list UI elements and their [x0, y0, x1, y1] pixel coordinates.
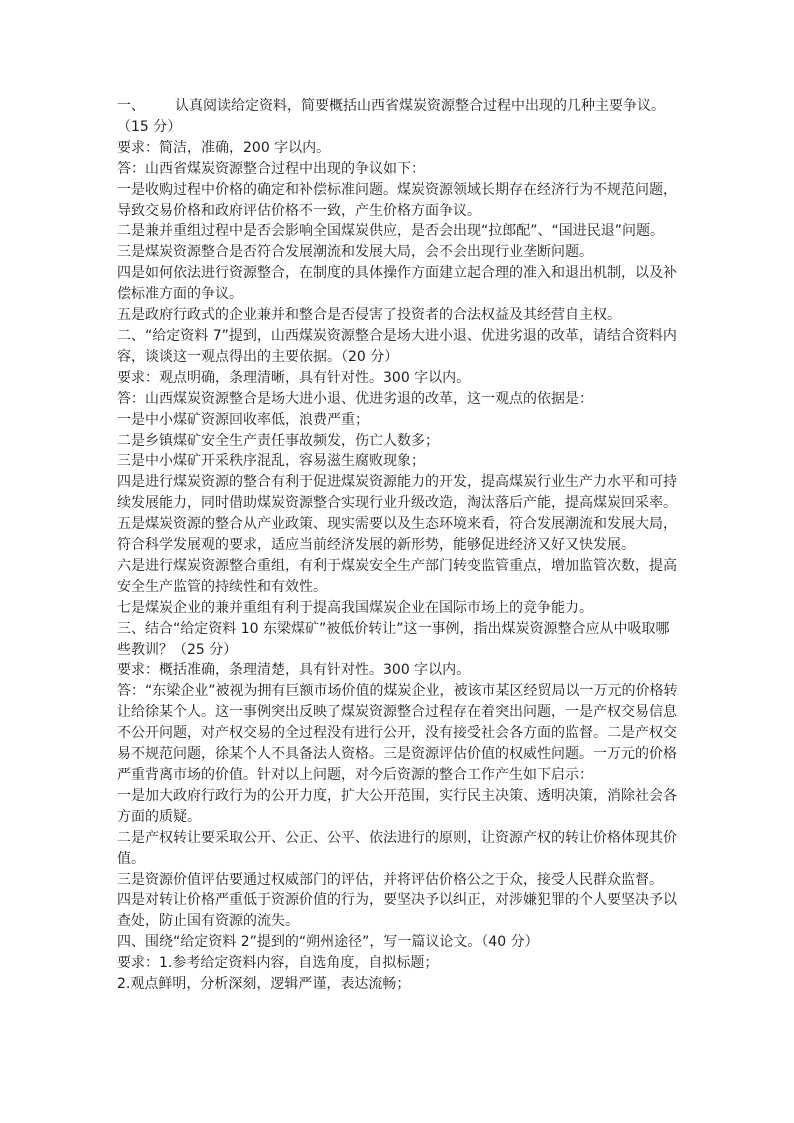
question-1-requirement: 要求：简洁，准确，200 字以内。	[117, 139, 331, 156]
question-2-point: 五是煤炭资源的整合从产业政策、现实需要以及生态环境来看，符合发展潮流和发展大局，符合科学发展观的要求，适应当前经济发展的新形势，能够促进经济又好又快发展。	[117, 516, 677, 554]
question-2-point: 三是中小煤矿开采秩序混乱，容易滋生腐败现象；	[117, 453, 425, 470]
question-2-answer-intro: 答：山西煤炭资源整合是场大进小退、优进劣退的改革，这一观点的依据是：	[117, 390, 593, 407]
question-4-heading: 四、围绕“给定资料 2”提到的“朔州途径”，写一篇议论文。（40 分）	[117, 934, 539, 951]
question-3-heading: 三、结合“给定资料 10 东梁煤矿”被低价转让”这一事例，指出煤炭资源整合应从中吸取哪些教训？（25 分）	[117, 620, 670, 658]
question-2-point: 七是煤炭企业的兼并重组有利于提高我国煤炭企业在国际市场上的竞争能力。	[117, 599, 593, 616]
question-1-point: 二是兼并重组过程中是否会影响全国煤炭供应，是否会出现“拉郎配”、“国进民退”问题。	[117, 223, 665, 240]
question-4-requirement: 要求：1.参考给定资料内容，自选角度，自拟标题；	[117, 955, 439, 972]
question-4	[117, 932, 681, 995]
question-2-heading: 二、“给定资料 7”提到，山西煤炭资源整合是场大进小退、优进劣退的改革，请结合资料内容，谈谈这一观点得出的主要依据。（20 分）	[117, 327, 677, 365]
question-2-requirement: 要求：观点明确，条理清晰，具有针对性。300 字以内。	[117, 369, 471, 386]
question-2-point: 二是乡镇煤矿安全生产责任事故频发，伤亡人数多；	[117, 432, 439, 449]
question-1-prompt: 认真阅读给定资料，简要概括山西省煤炭资源整合过程中出现的几种主要争议。	[175, 98, 665, 114]
question-3-lesson: 二是产权转让要采取公开、公正、公平、依法进行的原则，让资源产权的转让价格体现其价值。	[117, 829, 677, 867]
question-3-lesson: 一是加大政府行政行为的公开力度，扩大公开范围，实行民主决策、透明决策，消除社会各方面的质疑。	[117, 787, 677, 825]
question-1-point: 一是收购过程中价格的确定和补偿标准问题。煤炭资源领域长期存在经济行为不规范问题，导致交易价格和政府评估价格不一致，产生价格方面争议。	[117, 181, 677, 219]
question-1-point: 四是如何依法进行资源整合，在制度的具体操作方面建立起合理的准入和退出机制，以及补偿标准方面的争议。	[117, 265, 677, 303]
question-2-point: 六是进行煤炭资源整合重组，有利于煤炭安全生产部门转变监管重点，增加监管次数，提高安全生产监管的持续性和有效性。	[117, 557, 677, 595]
question-3-lesson: 三是资源价值评估要通过权威部门的评估，并将评估价格公之于众，接受人民群众监督。	[117, 871, 663, 888]
question-2-point: 一是中小煤矿资源回收率低，浪费严重；	[117, 411, 369, 428]
question-1-number: 一、	[117, 98, 145, 114]
document-body	[117, 96, 681, 995]
question-1-point: 五是政府行政式的企业兼并和整合是否侵害了投资者的合法权益及其经营自主权。	[117, 307, 621, 324]
question-3-lesson: 四是对转让价格严重低于资源价值的行为，要坚决予以纠正，对涉嫌犯罪的个人要坚决予以查处，防止国有资源的流失。	[117, 892, 677, 930]
question-4-requirement: 2.观点鲜明，分析深刻，逻辑严谨，表达流畅；	[117, 976, 411, 993]
question-3-answer: 答：“东梁企业”被视为拥有巨额市场价值的煤炭企业，被该市某区经贸局以一万元的价格转让给徐某个人。这一事例突出反映了煤炭资源整合过程存在着突出问题，一是产权交易信息不公开问题，对产权交易的全过程没有进行公开，没有接受社会各方面的监督。二是产权交易不规范问题，徐某个人不具备法人资格。三是资源评估价值的权威性问题。一万元的价格严重背离市场的价值。针对以上问题，对今后资源的整合工作产生如下启示：	[117, 683, 678, 783]
question-2	[117, 326, 681, 619]
question-1	[117, 96, 681, 326]
question-3-requirement: 要求：概括准确，条理清楚，具有针对性。300 字以内。	[117, 662, 471, 679]
question-1-heading	[117, 96, 681, 138]
question-3	[117, 619, 681, 933]
question-1-answer-intro: 答：山西省煤炭资源整合过程中出现的争议如下：	[117, 160, 425, 177]
question-1-score: （15 分）	[117, 118, 182, 135]
question-1-point: 三是煤炭资源整合是否符合发展潮流和发展大局，会不会出现行业垄断问题。	[117, 244, 593, 261]
question-2-point: 四是进行煤炭资源的整合有利于促进煤炭资源能力的开发，提高煤炭行业生产力水平和可持续发展能力，同时借助煤炭资源整合实现行业升级改造，淘汰落后产能，提高煤炭回采率。	[117, 474, 677, 512]
